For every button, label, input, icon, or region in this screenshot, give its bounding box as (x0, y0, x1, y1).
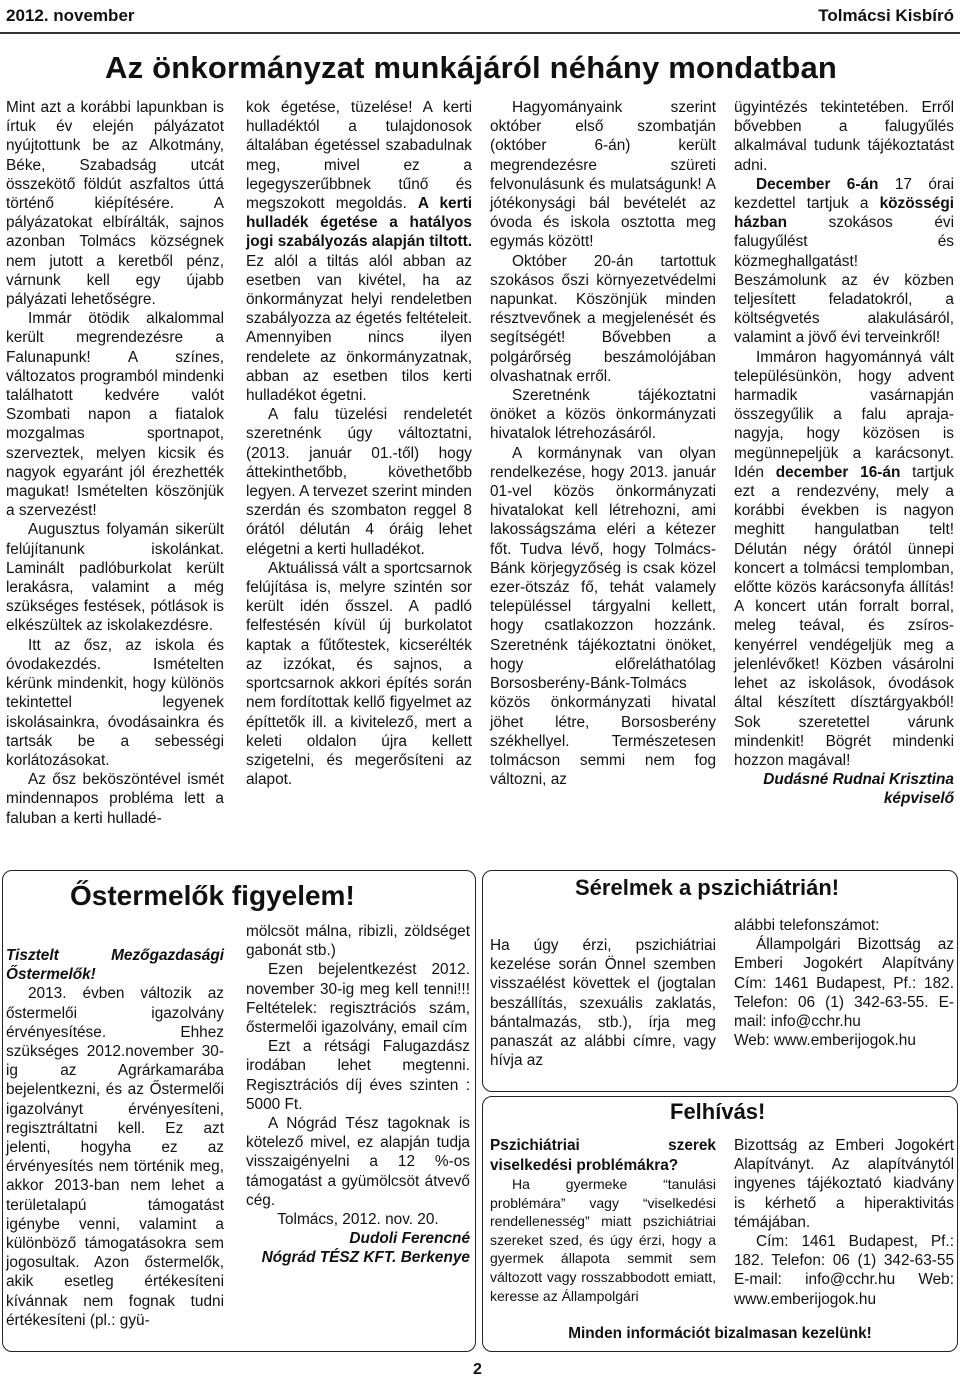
paragraph: Hagyományaink szerint október első szombatján (október 6-án) került megrendezésre szüreti felvonulásunk és mulatságunk! A jótékonysági bál bevételét az óvoda és iskola osztotta meg egymás között! (490, 99, 716, 251)
article3-title: Sérelmek a pszichiátrián! (575, 875, 840, 900)
paragraph: A falu tüzelési rendeletét szeretnénk úgy változtatni, (2013. január 01.-től) hogy áttekinthetőbb, követhetőbb legyen. A tervezet szerint minden szerdán és szombaton reggel 8 órától délután 4 óráig lehet elégetni a kerti hulladékot. (246, 406, 472, 558)
article1-column-4 (734, 98, 954, 809)
paragraph: Mint azt a korábbi lapunkban is írtuk év elején pályázatot nyújtottunk be az Alkotmány, Béke, Szabadság utcát összekötő földút aszfaltos úttá történő kiépítésére. A pályázatokat elbírálták, sajnos azonban Tolmács községnek nem jutott a keretből pénz, várnunk kell egy újabb pályázati lehetőségre. (6, 99, 224, 309)
article4-footer: Minden információt bizalmasan kezelünk! (568, 1325, 872, 1342)
paragraph: 2013. évben változik az őstermelői igazolvány érvényesítése. Ehhez szükséges 2012.november 30-ig az Agrárkamarába bejelentkezni, és az Őstermelői igazolványt érvényesíteni, regisztráltatni kell. Ez azt jelenti, hogyha ez az érvényesítés nem történik meg, akkor 2013-ban nem lehet a területalapú támogatást igénybe venni, valamint a különböző támogatásokra sem jogosultak. Azon őstermelők, akik esetleg értékesíteni kívánnak nem fognak tudni értékesíteni (pl.: gyü- (6, 985, 224, 1329)
paragraph: Cím: 1461 Budapest, Pf.: 182. Telefon: 06 (1) 342-63-55 E-mail: info@cchr.hu Web: www.emberijogok.hu (734, 1233, 954, 1308)
paragraph: alábbi telefonszámot: (734, 917, 880, 934)
article4-title: Felhívás! (670, 1099, 766, 1124)
paragraph: Augusztus folyamán sikerült felújítanunk iskolánkat. Laminált padlóburkolat került lerakásra, valamint a még szükséges festések, pótlások is elkészültek az iskolakezdésre. (6, 521, 224, 635)
page-header (0, 0, 960, 34)
paragraph: Szeretnénk tájékoztatni önöket a közös önkormányzati hivatalok létrehozásáról. (490, 387, 716, 443)
text-span: kok égetése, tüzelése! A kerti hulladéktól a tulajdonosok általában égetéssel szabadulnak meg, mivel ez a legegyszerűbbnek tűnő és megszokott megoldás. (246, 99, 472, 213)
paragraph: A kormánynak van olyan rendelkezése, hogy 2013. január 01-vel közös önkormányzati hivatalokat kell létrehozni, ami lakosságszáma eléri a kétezer főt. Tudva lévő, hogy Tolmács-Bánk körjegyzőség is csak közel ezer-ötszáz fő, tehát valamely településsel tárgyalni kellett, hogy csatlakozzon hozzánk. Szeretnénk tájékoztatni önöket, hogy előreláthatólag Borsosberény-Bánk-Tolmács közös önkormányzati hivatal jöhet létre, Borsosberény székhellyel. Természetesen tolmácson semmi nem fog változni, az (490, 444, 716, 789)
article2-heading: Tisztelt Mezőgazdasági Őstermelők! (6, 947, 224, 984)
article2-column-2 (246, 922, 470, 1268)
bold-notice: A kerti hulladék égetése a hatályos jogi szabályozás alapján tiltott. (246, 195, 472, 251)
signature-name: Dudásné Rudnai Krisztina (763, 771, 954, 789)
article4-heading: Pszichiátriai szerek viselkedési problémákra? (490, 1137, 716, 1174)
paragraph (734, 348, 954, 770)
paragraph: Október 20-án tartottuk szokásos őszi környezetvédelmi napunkat. Köszönjük minden résztvevőnek a megjelenését és segítségét! Bővebben a polgárőrség beszámolójában olvashatnak erről. (490, 252, 716, 385)
paragraph: A Nógrád Tész tagoknak is kötelező mivel, ez alapján tudja visszaigényelni a 12 %-os támogatást a gyümölcsöt átvevő cég. (246, 1115, 470, 1209)
text-span: Immáron hagyománnyá vált településünkön, hogy advent harmadik vasárnapján összegyűlik a falu apraja-nagyja, hogy közösen is megünnepeljük a karácsonyt. Idén (734, 348, 954, 481)
paragraph (246, 98, 472, 405)
text-span: Ez alól a tiltás alól abban az esetben van kivétel, ha az önkormányzat helyi rendeletben szabályozza az égetés feltételeit. Amennyiben nincs ilyen rendelete az önkormányzatnak, abban az esetben tilos kerti hulladékot égetni. (246, 252, 472, 405)
paragraph: Ezen bejelentkezést 2012. november 30-ig meg kell tenni!!! Feltételek: regisztrációs szám, őstermelői igazolvány, email cím (246, 961, 470, 1037)
text-span: 17 órai kezdettel tartjuk a (734, 175, 954, 213)
bold-place: közösségi házban (734, 195, 954, 232)
article1-column-1 (6, 98, 224, 828)
signature-role: képviselő (883, 790, 954, 808)
bold-date: december 16-án (775, 463, 901, 481)
article3-column-1 (490, 936, 716, 1070)
paragraph: mölcsöt málna, ribizli, zöldséget gabonát stb.) (246, 923, 470, 960)
article3-column-2 (734, 916, 954, 1050)
page-number: 2 (473, 1361, 482, 1378)
paragraph: Ha gyermeke “tanulási problémára” vagy “viselkedési rendellenesség” miatt pszichiátriai szereket szed, és úgy érzi, hogy a gyermek állapota semmit sem változott vagy rosszabbodott emiatt, keresse az Állampolgári (490, 1176, 716, 1304)
article1-column-2 (246, 98, 472, 789)
article1-column-3 (490, 98, 716, 789)
issue-date: 2012. november (6, 6, 135, 25)
paragraph: Bizottság az Emberi Jogokért Alapítványt. Az alapítványtól ingyenes tájékoztató kiadvány is kérhető a hiperaktivitás témájában. (734, 1137, 954, 1231)
bold-date: December 6-án (756, 175, 879, 193)
paragraph: Ha úgy érzi, pszichiátriai kezelése során Önnel szemben visszaélést követtek el (jogtalan beszállítás, szexuális zaklatás, bántalmazás, stb.), írja meg panaszát az alábbi címre, vagy hívja az (490, 937, 716, 1070)
publication-name: Tolmácsi Kisbíró (818, 6, 954, 25)
dateline: Tolmács, 2012. nov. 20. (277, 1211, 439, 1229)
article4-column-1 (490, 1136, 716, 1305)
paragraph: Aktuálissá vált a sportcsarnok felújítása is, melyre szintén sor került idén ősszel. A padló felfestésén kívül új burkolatot kaptak a fűtőtestek, kicserélték az izzókat, és sajnos, a sportcsarnok akkori építés során nem fordítottak kellő figyelmet az építtetők ill. a kivitelező, mert a keleti oldalon újra kellett szigetelni, és megerősíteni az alapot. (246, 559, 472, 789)
paragraph: ügyintézés tekintetében. Erről bővebben a falugyűlés alkalmával tudunk tájékoztatást adni. (734, 99, 954, 174)
paragraph: Állampolgári Bizottság az Emberi Jogokért Alapítvány Cím: 1461 Budapest, Pf.: 182. Telefon: 06 (1) 342-63-55. E-mail: info@cchr.hu (734, 936, 954, 1031)
paragraph: Ezt a rétsági Falugazdász irodában lehet megtenni. Regisztrációs díj éves szinten : 5000 Ft. (246, 1038, 470, 1113)
signature-name: Dudoli Ferencné (349, 1230, 470, 1248)
paragraph: Az ősz beköszöntével ismét mindennapos probléma lett a faluban a kerti hulladé- (6, 771, 224, 827)
article-title: Az önkormányzat munkájáról néhány mondatban (105, 50, 838, 85)
paragraph: Itt az ősz, az iskola és óvodakezdés. Ismételten kérünk mindenkit, hogy különös tekintettel legyenek iskolásainkra, óvodásainkra és tartsák be a sebességi korlátozásokat. (6, 636, 224, 769)
paragraph (734, 175, 954, 348)
article4-column-2 (734, 1136, 954, 1309)
signature-company: Nógrád TÉSZ KFT. Berkenye (261, 1249, 470, 1267)
article2-column-1 (6, 946, 224, 1330)
text-span: tartjuk ezt a rendezvény, mely a korábbi években is nagyon meghitt hangulatban telt! Délután négy órától ünnepi koncert a tolmácsi templomban, előtte közös karácsonyfa állítás! A koncert után forralt borral, meleg teával, és zsíros-kenyérrel vendégeljük meg a jelenlévőket! Közben vásárolni lehet az iskolások, óvodások által készített dísztárgyakból! Sok szeretettel várunk mindenkit! Bögrét mindenki hozzon magával! (734, 463, 955, 769)
text-span: szokásos évi falugyűlést és közmeghallgatást! Beszámolunk az év közben teljesített feladatokról, a költségvetés alakulásáról, valamint a jövő évi terveinkről! (734, 214, 954, 347)
paragraph: Immár ötödik alkalommal került megrendezésre a Falunapunk! A színes, változatos programból mindenki találhatott kedvére valót Szombati napon a fiatalok mozgalmas sportnapot, szerveztek, melyen kicsik és nagyok egyaránt jól érezhették magukat! Ismételten köszönjük a szervezést! (6, 310, 224, 520)
article2-title: Őstermelők figyelem! (70, 880, 355, 911)
web-address: Web: www.emberijogok.hu (734, 1032, 916, 1050)
